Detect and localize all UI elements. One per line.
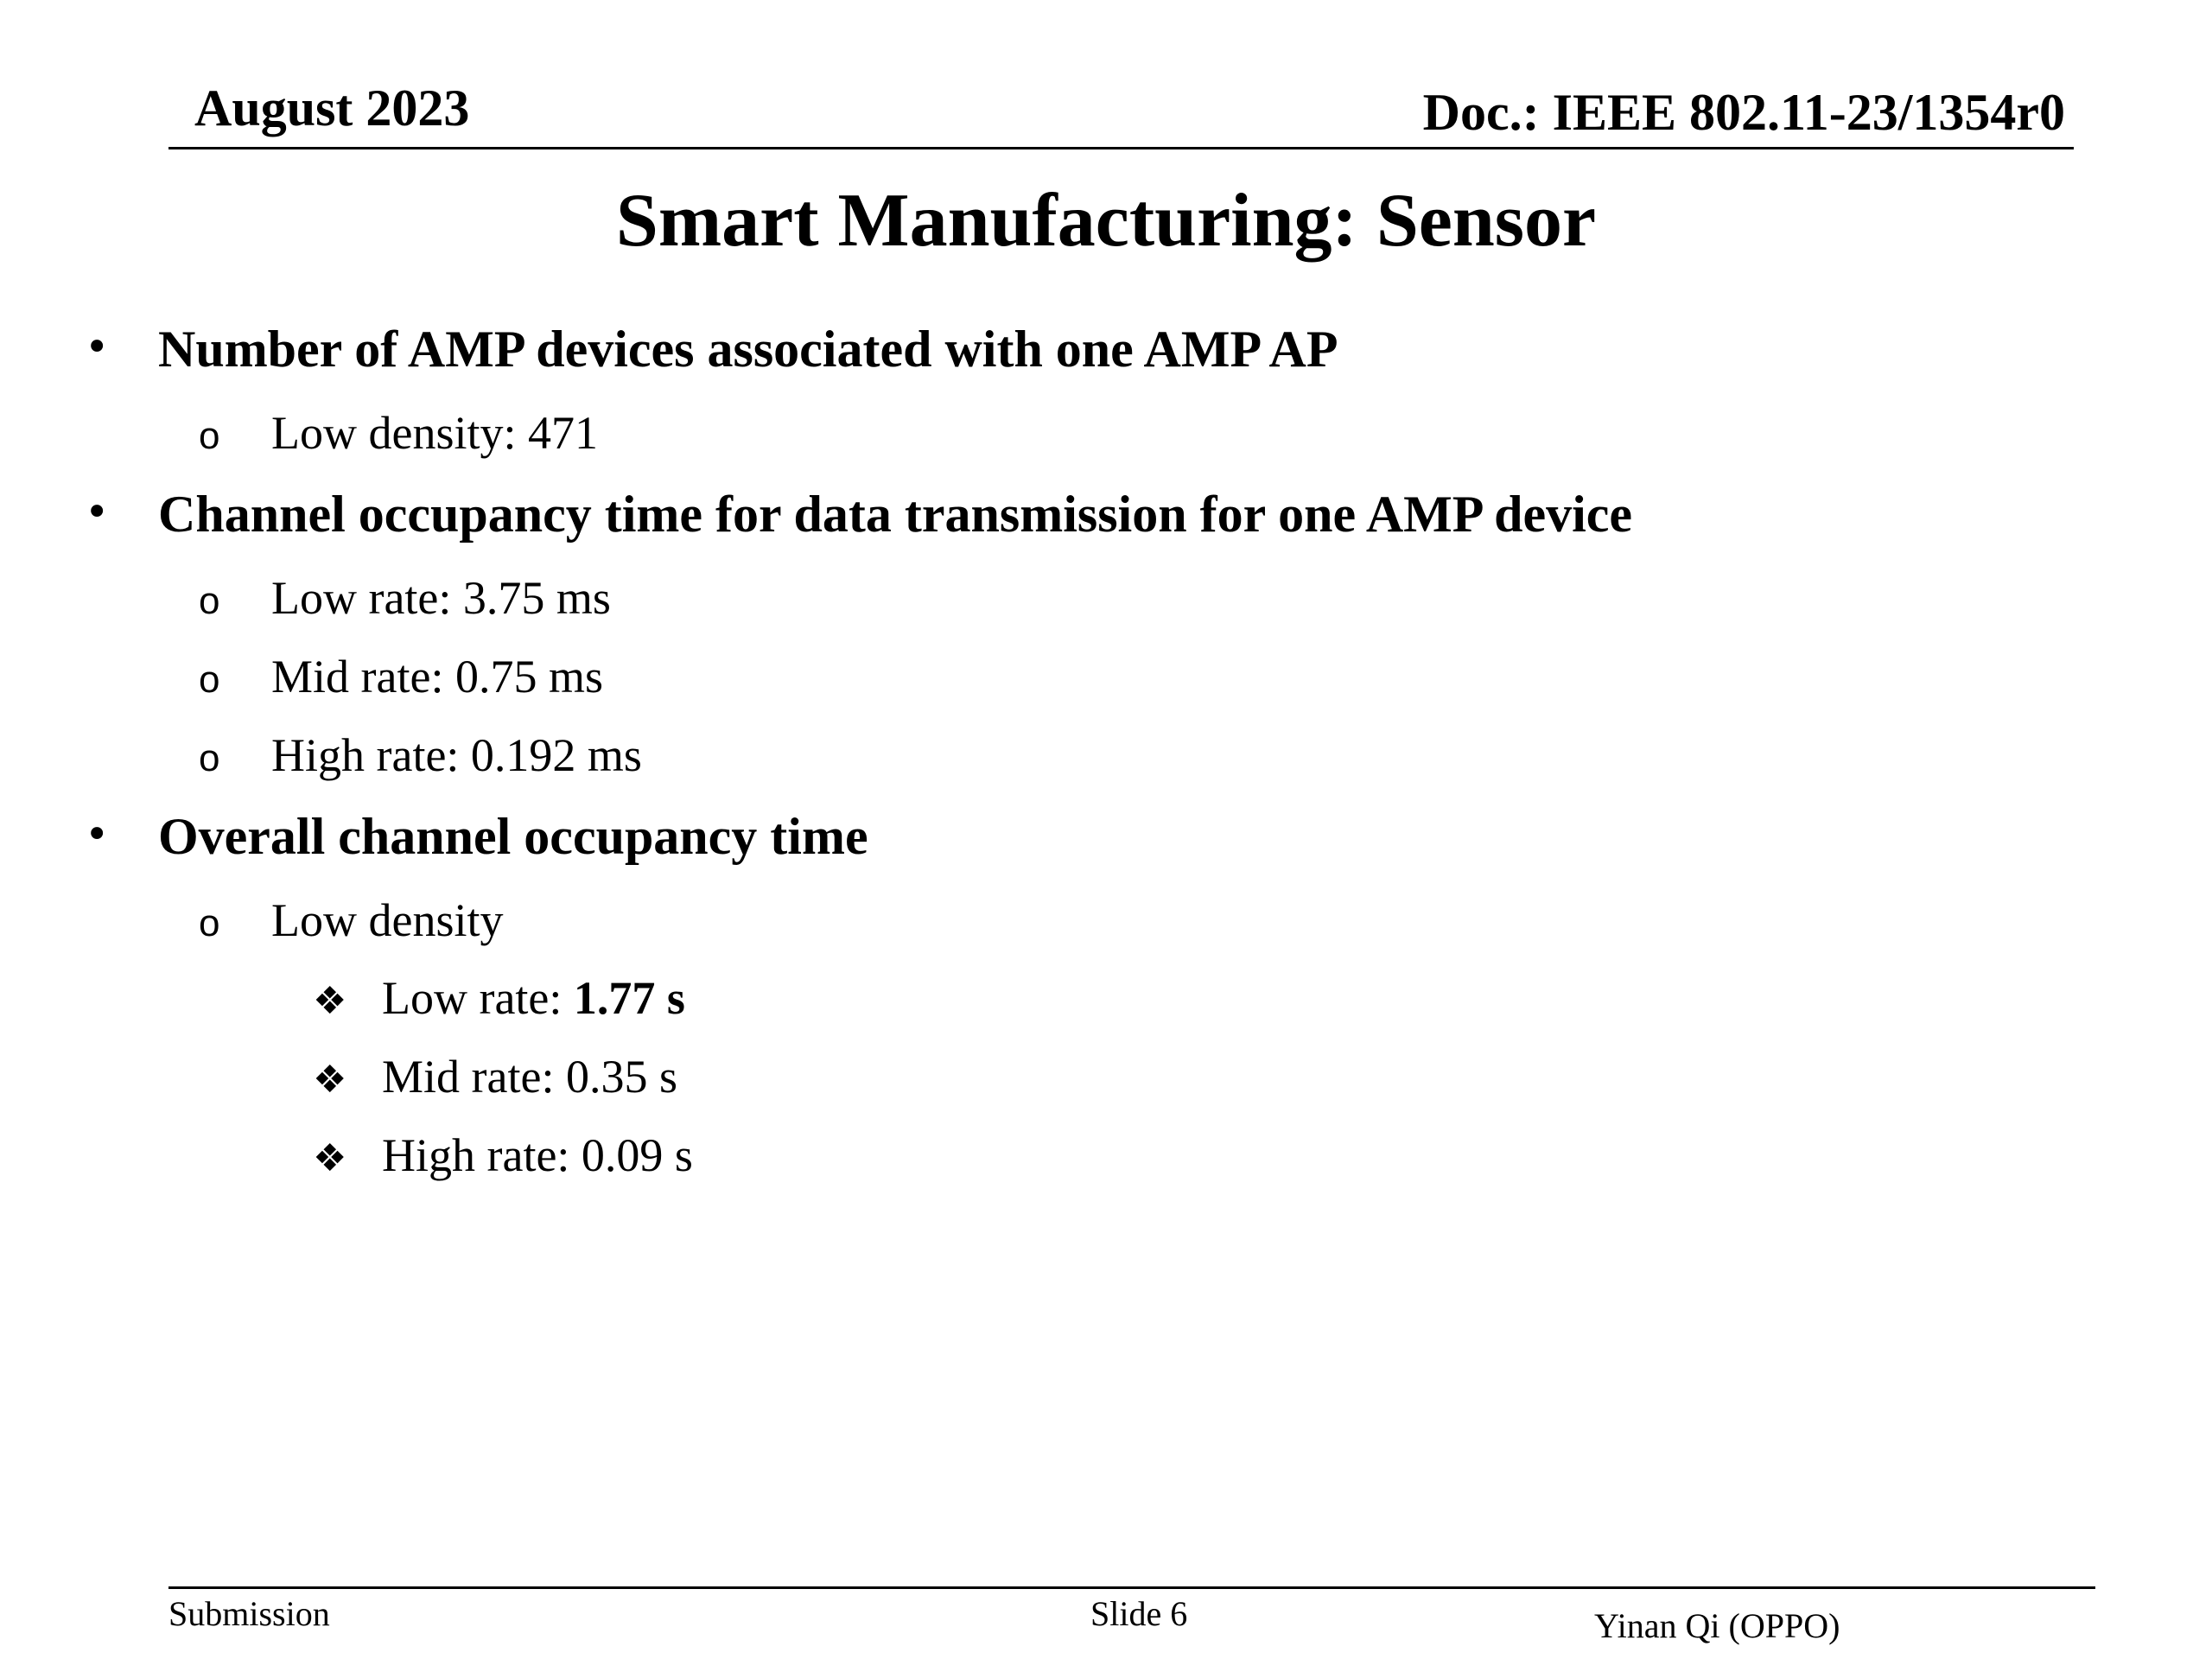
sub-bullet-text: Low rate: 3.75 ms [271,572,611,624]
footer-submission: Submission [168,1594,330,1633]
sub-bullet-text: Low density: 471 [271,407,598,459]
header-date: August 2023 [194,79,470,137]
sub-sub-bullet-item [313,1051,677,1103]
sub-bullet-marker: o [199,658,220,701]
bullet-marker: • [85,323,110,372]
bullet-marker: • [85,488,110,537]
sub-sub-bullet-label: Low rate: [382,972,574,1024]
sub-bullet-marker: o [199,415,220,457]
slide-title: Smart Manufacturing: Sensor [615,179,1597,263]
diamond-bullet-icon: ❖ [313,1136,347,1180]
sub-bullet-marker: o [199,902,220,944]
footer-slide-number: Slide 6 [1090,1594,1188,1633]
sub-bullet-marker: o [199,580,220,622]
bullet-text: Overall channel occupancy time [158,808,868,865]
sub-bullet-text: High rate: 0.192 ms [271,729,642,781]
sub-sub-bullet-item [313,1129,693,1181]
sub-bullet-item [199,894,504,946]
diamond-bullet-icon: ❖ [313,979,347,1023]
footer-divider [168,1586,2095,1589]
bullet-text: Channel occupancy time for data transmission for one AMP device [158,486,1633,543]
sub-sub-bullet-item [313,972,685,1024]
diamond-bullet-icon: ❖ [313,1058,347,1102]
sub-bullet-marker: o [199,737,220,779]
sub-bullet-text: Mid rate: 0.75 ms [271,651,603,702]
header-divider [168,147,2074,149]
header-doc-id: Doc.: IEEE 802.11-23/1354r0 [1422,84,2065,141]
sub-sub-bullet-value: 1.77 s [573,972,685,1024]
bullet-text: Number of AMP devices associated with one AMP AP [158,321,1338,378]
bullet-item [85,808,868,865]
sub-bullet-item [199,572,611,624]
bullet-item [85,321,1338,378]
sub-bullet-item [199,653,603,700]
sub-bullet-text: Low density [271,894,504,946]
sub-bullet-item [199,407,598,459]
sub-bullet-item [199,729,642,781]
sub-sub-bullet-text: High rate: 0.09 s [382,1129,693,1181]
bullet-item [85,486,1633,543]
sub-sub-bullet-text: Mid rate: 0.35 s [382,1051,677,1103]
bullet-marker: • [85,810,110,859]
footer-author: Yinan Qi (OPPO) [1594,1606,1840,1645]
